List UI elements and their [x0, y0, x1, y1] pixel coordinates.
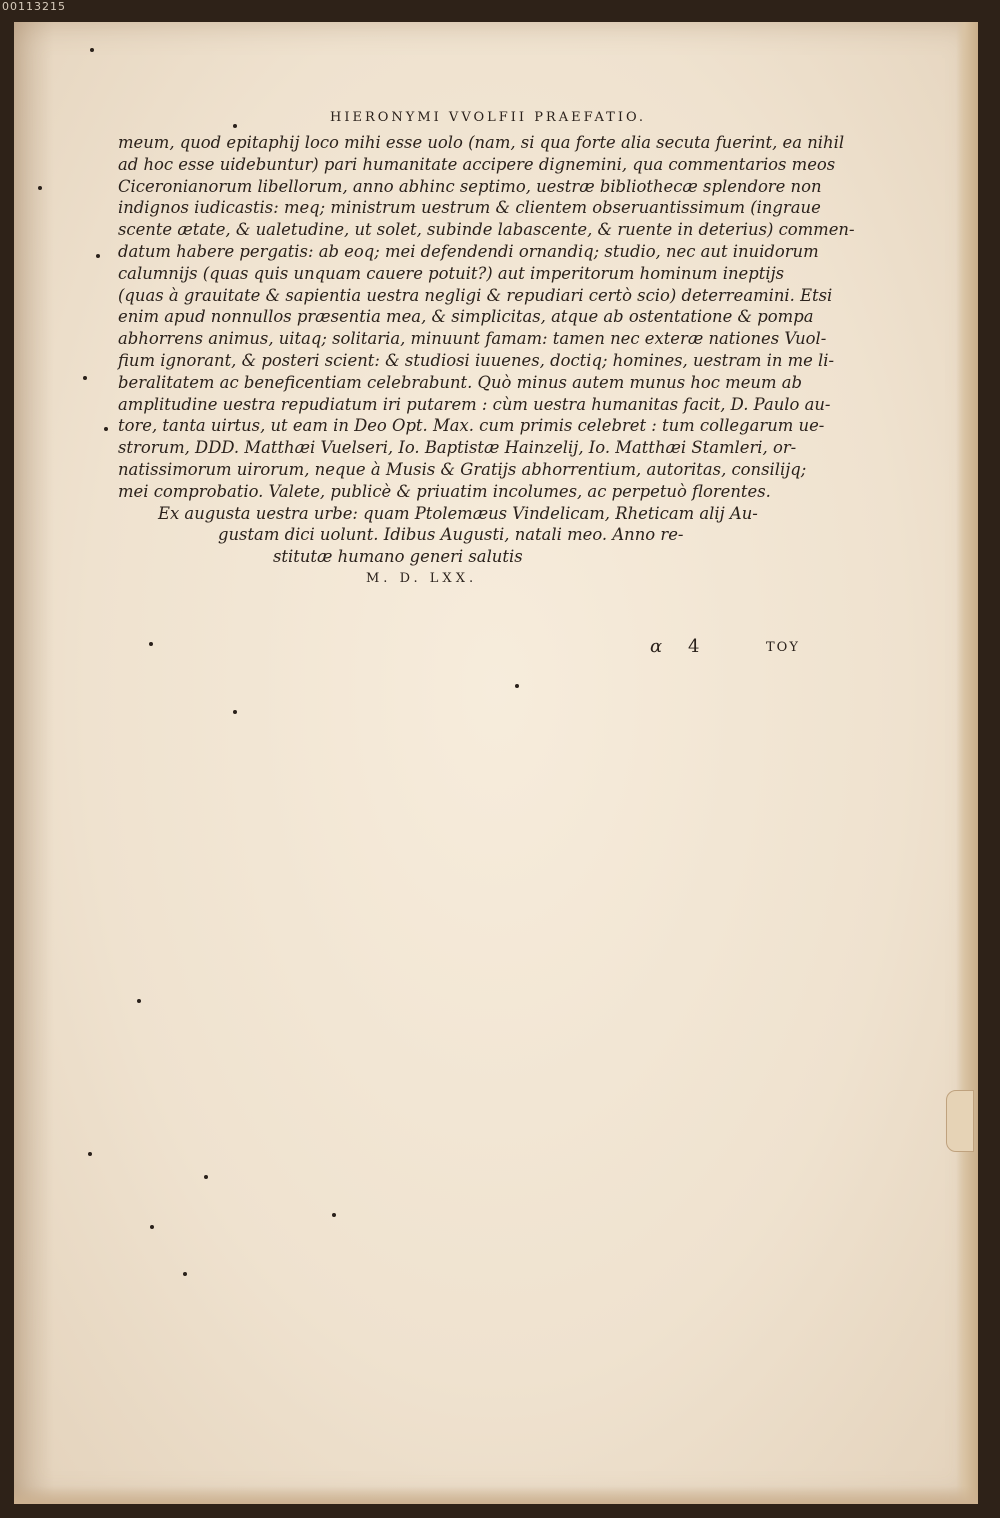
body-line: fium ignorant, & posteri scient: & studiosi iuuenes, doctiq; homines, uestram in me li- — [118, 350, 835, 370]
archive-label: 00113215 — [2, 0, 66, 13]
ink-speck — [233, 124, 237, 128]
ink-speck — [90, 48, 94, 52]
ink-speck — [38, 186, 42, 190]
body-line: Ciceronianorum libellorum, anno abhinc septimo, uestræ bibliothecæ splendore non — [118, 176, 822, 196]
body-line: meum, quod epitaphij loco mihi esse uolo (nam, si qua forte alia secuta fuerint, ea nihil — [118, 133, 845, 152]
body-line: mei comprobatio. Valete, publicè & priuatim incolumes, ac perpetuò florentes. — [118, 481, 771, 501]
body-line: abhorrens animus, uitaq; solitaria, minuunt famam: tamen nec exteræ nationes Vuol- — [118, 329, 827, 349]
body-line: ad hoc esse uidebuntur) pari humanitate accipere dignemini, qua commentarios meos — [118, 154, 836, 174]
catchword: TOY — [766, 640, 800, 655]
ink-speck — [233, 710, 237, 714]
body-line: tore, tanta uirtus, ut eam in Deo Opt. Max. cum primis celebret : tum collegarum ue- — [118, 416, 825, 436]
dateline: gustam dici uolunt. Idibus Augusti, natali meo. Anno re- — [218, 525, 684, 545]
ink-speck — [332, 1213, 336, 1217]
page-edge — [956, 22, 978, 1504]
running-head: HIERONYMI VVOLFII PRAEFATIO. — [329, 110, 647, 125]
body-line: beralitatem ac beneficentiam celebrabunt. Quò minus autem munus hoc meum ab — [118, 372, 802, 392]
body-line: datum habere pergatis: ab eoq; mei defendendi ornandiq; studio, nec aut inuidorum — [118, 241, 819, 261]
ink-speck — [149, 642, 153, 646]
ink-speck — [204, 1175, 208, 1179]
ink-speck — [183, 1272, 187, 1276]
body-line: indignos iudicastis: meq; ministrum uestrum & clientem obseruantissimum (ingraue — [118, 198, 821, 218]
ink-speck — [150, 1225, 154, 1229]
body-line: amplitudine uestra repudiatum iri putarem : cùm uestra humanitas facit, D. Paulo au- — [118, 394, 831, 414]
body-line: strorum, DDD. Matthæi Vuelseri, Io. Baptistæ Hainzelij, Io. Matthæi Stamleri, or- — [118, 438, 797, 458]
ink-speck — [104, 427, 108, 431]
year-line: M. D. LXX. — [366, 570, 478, 586]
folio-number: 4 — [688, 636, 700, 657]
ink-speck — [88, 1152, 92, 1156]
page-bottom-edge — [14, 1486, 978, 1504]
dateline: Ex augusta uestra urbe: quam Ptolemæus Vindelicam, Rheticam alij Au- — [158, 503, 758, 523]
page-tab-marker — [946, 1090, 974, 1152]
dateline: stitutæ humano generi salutis — [273, 547, 523, 567]
ink-speck — [83, 376, 87, 380]
signature-mark: α — [650, 636, 663, 657]
ink-speck — [96, 254, 100, 258]
text-block — [118, 106, 855, 590]
body-line: natissimorum uirorum, neque à Musis & Gratijs abhorrentium, autoritas, consilijq; — [118, 459, 807, 479]
ink-speck — [137, 999, 141, 1003]
ink-speck — [515, 684, 519, 688]
body-line: scente ætate, & ualetudine, ut solet, subinde labascente, & ruente in deterius) commen- — [118, 220, 855, 240]
body-line: (quas à grauitate & sapientia uestra negligi & repudiari certò scio) deterreamini. Etsi — [118, 285, 833, 305]
body-line: calumnijs (quas quis unquam cauere potuit?) aut imperitorum hominum ineptijs — [118, 263, 785, 283]
body-line: enim apud nonnullos præsentia mea, & simplicitas, atque ab ostentatione & pompa — [118, 307, 814, 327]
